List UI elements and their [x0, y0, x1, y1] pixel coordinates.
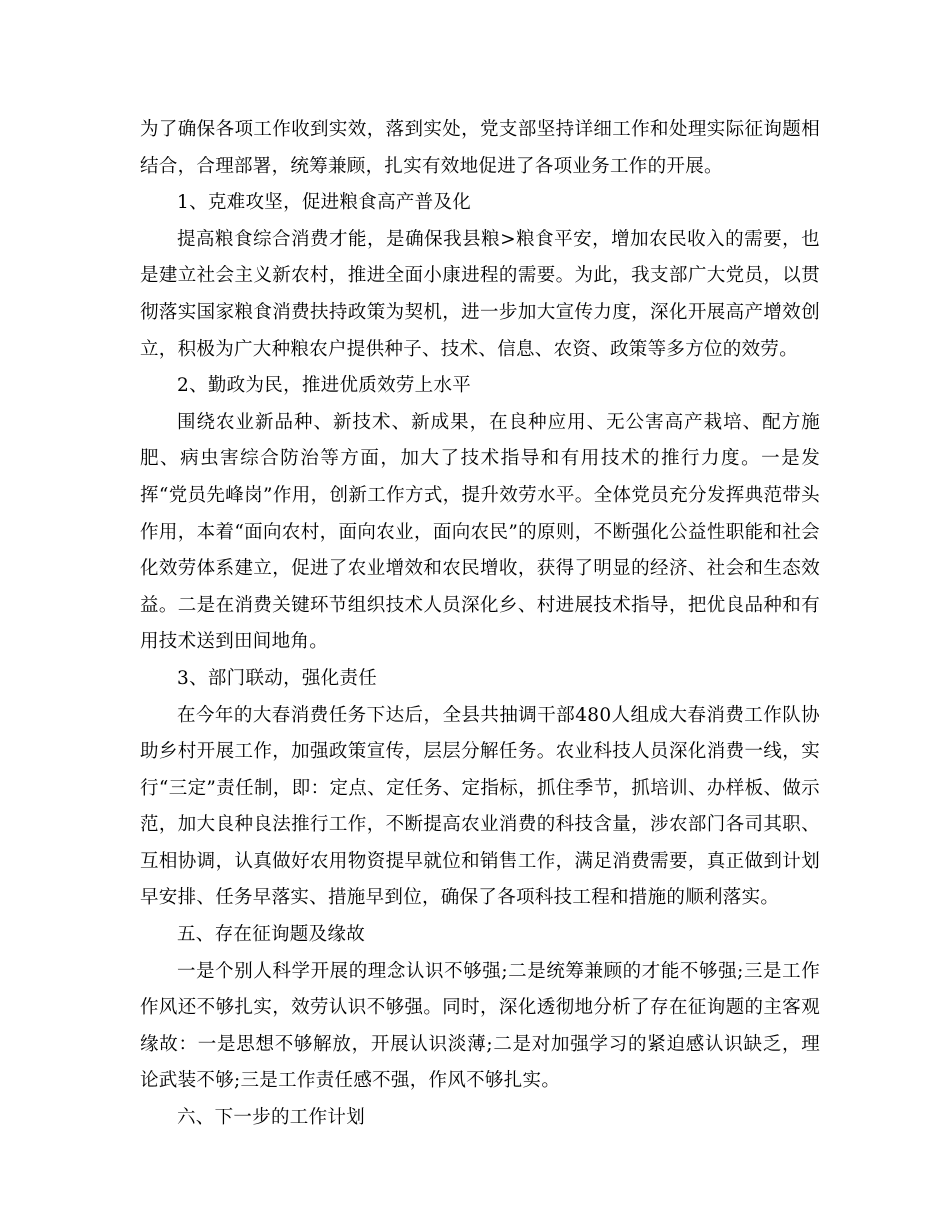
section-heading-1: 1、克难攻坚，促进粮食高产普及化 [177, 192, 472, 214]
section-heading-5: 五、存在征询题及缘故 [177, 924, 366, 946]
paragraph-grain-production: 提高粮食综合消费才能，是确保我县粮>粮食平安，增加农民收入的需要，也是建立社会主义新农村，推进全面小康进程的需要。为此，我支部广大党员，以贯彻落实国家粮食消费扶持政策为契机，进一步加大宣传力度，深化开展高产增效创立，积极为广大种粮农户提供种子、技术、信息、农资、政策等多方位的效劳。 [140, 228, 820, 360]
paragraph-department-linkage: 在今年的大春消费任务下达后，全县共抽调干部480人组成大春消费工作队协助乡村开展工作，加强政策宣传，层层分解任务。农业科技人员深化消费一线，实行“三定”责任制，即：定点、定任务、定指标，抓住季节，抓培训、办样板、做示范，加大良种良法推行工作，不断提高农业消费的科技含量，涉农部门各司其职、互相协调，认真做好农用物资提早就位和销售工作，满足消费需要，真正做到计划早安排、任务早落实、措施早到位，确保了各项科技工程和措施的顺利落实。 [140, 704, 820, 909]
section-heading-2: 2、勤政为民，推进优质效劳上水平 [177, 375, 472, 397]
section-heading-6: 六、下一步的工作计划 [177, 1107, 366, 1129]
document-body [140, 112, 820, 1137]
paragraph-intro: 为了确保各项工作收到实效，落到实处，党支部坚持详细工作和处理实际征询题相结合，合理部署，统筹兼顾，扎实有效地促进了各项业务工作的开展。 [140, 119, 820, 177]
paragraph-quality-service: 围绕农业新品种、新技术、新成果，在良种应用、无公害高产栽培、配方施肥、病虫害综合防治等方面，加大了技术指导和有用技术的推行力度。一是发挥“党员先峰岗”作用，创新工作方式，提升效劳水平。全体党员充分发挥典范带头作用，本着“面向农村，面向农业，面向农民”的原则，不断强化公益性职能和社会化效劳体系建立，促进了农业增效和农民增收，获得了明显的经济、社会和生态效益。二是在消费关键环节组织技术人员深化乡、村进展技术指导，把优良品种和有用技术送到田间地角。 [140, 411, 820, 653]
section-heading-3: 3、部门联动，强化责任 [177, 667, 378, 689]
paragraph-problems-causes: 一是个别人科学开展的理念认识不够强;二是统筹兼顾的才能不够强;三是工作作风还不够扎实，效劳认识不够强。同时，深化透彻地分析了存在征询题的主客观缘故：一是思想不够解放，开展认识淡薄;二是对加强学习的紧迫感认识缺乏，理论武装不够;三是工作责任感不强，作风不够扎实。 [140, 960, 820, 1092]
